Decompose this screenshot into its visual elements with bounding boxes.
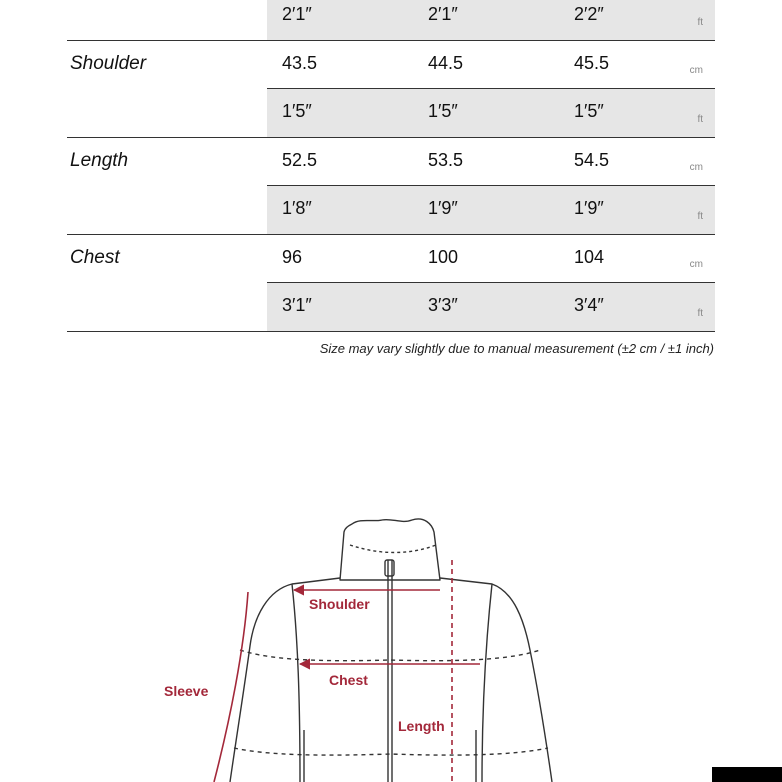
measurement-note: Size may vary slightly due to manual measurement (±2 cm / ±1 inch) <box>319 341 714 356</box>
table-cell: 100 <box>428 247 459 267</box>
table-cell: 1′9″ <box>428 198 458 218</box>
table-cell: 104 <box>574 247 605 267</box>
table-cell: 2′2″ <box>574 4 604 24</box>
unit-label: ft <box>697 17 703 28</box>
diagram-label-length: Length <box>398 718 445 734</box>
diagram-label-chest: Chest <box>329 672 368 688</box>
table-cell: 3′4″ <box>574 295 604 315</box>
diagram-label-sleeve: Sleeve <box>164 683 209 699</box>
table-cell: 1′5″ <box>574 101 604 121</box>
jacket-body <box>230 578 552 782</box>
table-cell: 52.5 <box>282 150 318 170</box>
table-cell: 44.5 <box>428 53 464 73</box>
table-cell: 54.5 <box>574 150 610 170</box>
unit-label: cm <box>689 259 703 270</box>
table-cell: 2′1″ <box>282 4 312 24</box>
unit-label: ft <box>697 211 703 222</box>
table-cell: 43.5 <box>282 53 318 73</box>
unit-label: cm <box>689 65 703 76</box>
table-cell: 1′9″ <box>574 198 604 218</box>
unit-label: cm <box>689 162 703 173</box>
table-cell: 53.5 <box>428 150 464 170</box>
table-cell: 1′5″ <box>282 101 312 121</box>
table-cell: 2′1″ <box>428 4 458 24</box>
unit-label: ft <box>697 308 703 319</box>
row-label-shoulder: Shoulder <box>70 53 147 74</box>
table-cell: 3′3″ <box>428 295 458 315</box>
zipper <box>388 560 392 782</box>
row-label-length: Length <box>70 150 129 171</box>
collar-outline <box>340 519 440 580</box>
table-cell: 1′5″ <box>428 101 458 121</box>
sleeve-line <box>214 592 248 782</box>
table-cell: 3′1″ <box>282 295 312 315</box>
corner-block <box>712 767 782 782</box>
table-cell: 96 <box>282 247 303 267</box>
table-cell: 45.5 <box>574 53 610 73</box>
table-cell: 1′8″ <box>282 198 312 218</box>
unit-label: ft <box>697 114 703 125</box>
diagram-label-shoulder: Shoulder <box>309 596 370 612</box>
row-label-chest: Chest <box>70 247 120 268</box>
